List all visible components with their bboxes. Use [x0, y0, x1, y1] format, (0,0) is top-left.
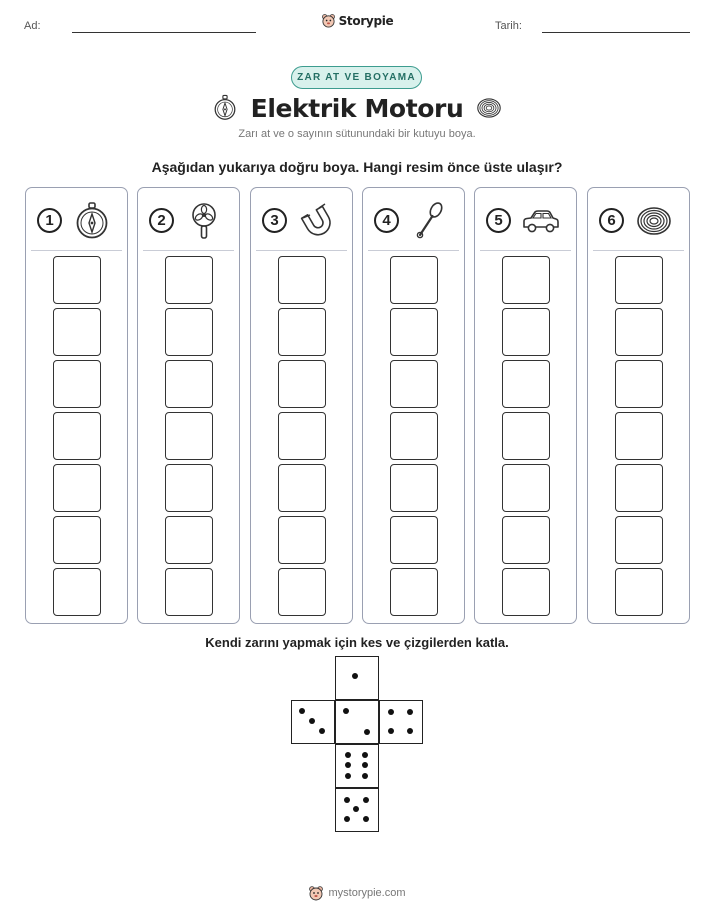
pip	[407, 709, 413, 715]
coloring-box[interactable]	[615, 256, 663, 304]
column-header	[475, 188, 576, 250]
column-header	[588, 188, 689, 250]
column-divider	[143, 250, 234, 251]
box-stack	[251, 256, 352, 616]
column-divider	[480, 250, 571, 251]
footer	[0, 885, 714, 901]
pip	[353, 806, 359, 812]
coloring-box[interactable]	[615, 568, 663, 616]
pip	[344, 797, 350, 803]
column-header	[26, 188, 127, 250]
coloring-box[interactable]	[278, 464, 326, 512]
brand-name: Storypie	[338, 13, 394, 28]
pip	[364, 729, 370, 735]
coloring-box[interactable]	[502, 360, 550, 408]
column-header	[363, 188, 464, 250]
compass-icon	[211, 94, 239, 122]
date-label: Tarih:	[495, 20, 522, 32]
title-row	[0, 91, 714, 125]
coloring-box[interactable]	[390, 516, 438, 564]
coloring-box[interactable]	[390, 568, 438, 616]
column-3	[250, 187, 353, 624]
pip	[362, 773, 368, 779]
coloring-box[interactable]	[165, 516, 213, 564]
coloring-box[interactable]	[390, 464, 438, 512]
box-stack	[138, 256, 239, 616]
bear-mascot-icon	[308, 885, 324, 901]
pip	[388, 709, 394, 715]
subtitle: Zarı at ve o sayının sütunundaki bir kutuyu boya.	[238, 128, 476, 140]
column-divider	[593, 250, 684, 251]
column-number: 2	[149, 208, 174, 233]
coloring-box[interactable]	[53, 360, 101, 408]
coloring-box[interactable]	[53, 308, 101, 356]
die-face-3	[291, 700, 335, 744]
box-stack	[475, 256, 576, 616]
coloring-box[interactable]	[165, 256, 213, 304]
cut-instruction: Kendi zarını yapmak için kes ve çizgilerden katla.	[205, 635, 509, 650]
die-face-4	[379, 700, 423, 744]
coloring-box[interactable]	[278, 256, 326, 304]
column-number: 6	[599, 208, 624, 233]
coloring-box[interactable]	[278, 568, 326, 616]
column-number: 3	[262, 208, 287, 233]
pip	[362, 752, 368, 758]
pip	[345, 762, 351, 768]
die-face-5	[335, 788, 379, 832]
column-header	[251, 188, 352, 250]
column-2	[137, 187, 240, 624]
coloring-box[interactable]	[165, 412, 213, 460]
coloring-box[interactable]	[53, 256, 101, 304]
pip	[363, 816, 369, 822]
coloring-box[interactable]	[53, 412, 101, 460]
column-number: 1	[37, 208, 62, 233]
activity-badge: ZAR AT VE BOYAMA	[291, 66, 422, 89]
coloring-box[interactable]	[502, 256, 550, 304]
page-title: Elektrik Motoru	[250, 93, 464, 123]
pip	[388, 728, 394, 734]
spoon-icon	[409, 201, 449, 241]
pip	[309, 718, 315, 724]
name-line	[72, 32, 256, 33]
pip	[299, 708, 305, 714]
coloring-box[interactable]	[615, 308, 663, 356]
coloring-box[interactable]	[165, 464, 213, 512]
column-header	[138, 188, 239, 250]
column-1	[25, 187, 128, 624]
instruction: Aşağıdan yukarıya doğru boya. Hangi resim önce üste ulaşır?	[151, 159, 563, 175]
coloring-box[interactable]	[278, 516, 326, 564]
magnet-icon	[297, 201, 337, 241]
coloring-box[interactable]	[502, 516, 550, 564]
coloring-box[interactable]	[390, 412, 438, 460]
column-5	[474, 187, 577, 624]
coloring-box[interactable]	[502, 568, 550, 616]
coloring-box[interactable]	[615, 360, 663, 408]
coloring-box[interactable]	[53, 464, 101, 512]
brand-logo	[0, 13, 714, 28]
coloring-box[interactable]	[502, 308, 550, 356]
die-face-2	[335, 700, 379, 744]
column-number: 5	[486, 208, 511, 233]
coloring-box[interactable]	[278, 360, 326, 408]
car-icon	[521, 201, 561, 241]
fan-icon	[184, 201, 224, 241]
box-stack	[363, 256, 464, 616]
coloring-box[interactable]	[390, 308, 438, 356]
die-face-6	[335, 744, 379, 788]
compass-icon	[72, 201, 112, 241]
column-divider	[31, 250, 122, 251]
column-divider	[256, 250, 347, 251]
coloring-box[interactable]	[615, 412, 663, 460]
coloring-box[interactable]	[615, 516, 663, 564]
column-number: 4	[374, 208, 399, 233]
name-label: Ad:	[24, 20, 41, 32]
coloring-box[interactable]	[615, 464, 663, 512]
coil-icon	[634, 201, 674, 241]
column-6	[587, 187, 690, 624]
pip	[319, 728, 325, 734]
pip	[407, 728, 413, 734]
pip	[345, 773, 351, 779]
coloring-box[interactable]	[502, 464, 550, 512]
coloring-box[interactable]	[53, 568, 101, 616]
coloring-box[interactable]	[278, 308, 326, 356]
coloring-box[interactable]	[390, 360, 438, 408]
pip	[363, 797, 369, 803]
coloring-box[interactable]	[278, 412, 326, 460]
coil-icon	[475, 94, 503, 122]
column-divider	[368, 250, 459, 251]
pip	[345, 752, 351, 758]
die-face-1	[335, 656, 379, 700]
bear-mascot-icon	[321, 13, 336, 28]
column-4	[362, 187, 465, 624]
coloring-box[interactable]	[390, 256, 438, 304]
pip	[343, 708, 349, 714]
box-stack	[26, 256, 127, 616]
pip	[362, 762, 368, 768]
coloring-box[interactable]	[165, 308, 213, 356]
coloring-box[interactable]	[53, 516, 101, 564]
footer-url[interactable]: mystorypie.com	[328, 887, 406, 899]
pip	[352, 673, 358, 679]
pip	[344, 816, 350, 822]
coloring-box[interactable]	[165, 568, 213, 616]
coloring-box[interactable]	[502, 412, 550, 460]
coloring-box[interactable]	[165, 360, 213, 408]
box-stack	[588, 256, 689, 616]
date-line	[542, 32, 690, 33]
